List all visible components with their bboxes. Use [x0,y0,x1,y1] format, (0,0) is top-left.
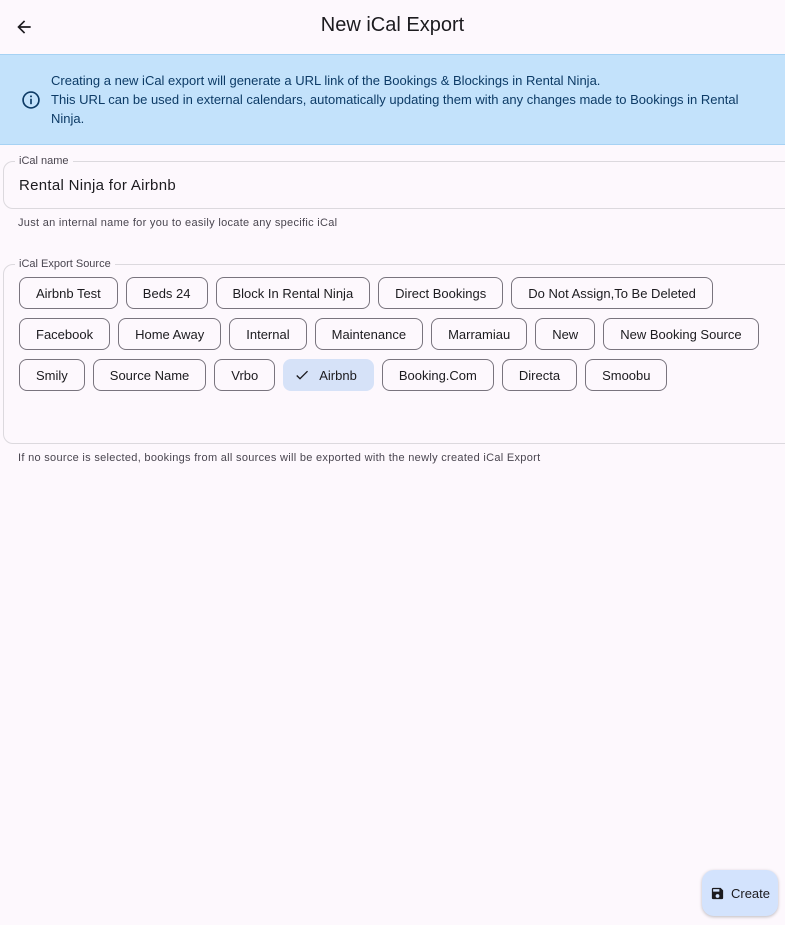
check-icon [294,367,310,383]
source-chip[interactable] [603,318,758,350]
source-chip[interactable] [216,277,371,309]
page-title: New iCal Export [320,14,465,36]
banner-line-1: Creating a new iCal export will generate a URL link of the Bookings & Blockings in Rental Ninja. [51,73,601,88]
chip-label: Internal [246,326,290,342]
ical-export-source-field [3,258,785,444]
chip-label: Airbnb [319,367,357,383]
source-chip-list [19,277,759,391]
ical-name-input[interactable] [3,155,785,209]
chip-label: Booking.Com [398,367,477,383]
source-chip[interactable] [118,318,221,350]
source-chip[interactable] [382,359,494,391]
chip-label: Marramiau [448,326,511,342]
source-chip[interactable] [378,277,503,309]
source-chip[interactable] [431,318,527,350]
source-chip[interactable] [511,277,713,309]
app-bar [0,0,785,54]
chip-label: Facebook [36,326,94,342]
source-chip[interactable] [19,318,110,350]
chip-label: Directa [518,367,561,383]
source-chip[interactable] [585,359,667,391]
chip-label: Smily [36,367,68,383]
source-chip[interactable] [93,359,206,391]
ical-export-source-label: iCal Export Source [15,258,115,270]
source-chip[interactable] [19,359,85,391]
ical-name-value[interactable]: Rental Ninja for Airbnb [19,177,176,194]
source-chip[interactable] [229,318,306,350]
chip-label: Maintenance [331,326,407,342]
chip-label: Beds 24 [142,285,191,301]
source-helper: If no source is selected, bookings from all sources will be exported with the newly created iCal Export [18,452,541,464]
info-icon [21,90,41,110]
create-button[interactable] [702,870,778,916]
source-chip[interactable] [214,359,275,391]
banner-line-2: This URL can be used in external calendars, automatically updating them with any changes made to Bookings in Rental Ninja. [51,92,739,126]
ical-name-label: iCal name [15,155,73,167]
chip-label: Source Name [109,367,190,383]
chip-label: Home Away [135,326,205,342]
save-icon [710,886,725,901]
info-banner [0,54,785,145]
source-chip[interactable] [502,359,577,391]
ical-name-helper: Just an internal name for you to easily locate any specific iCal [18,217,338,229]
source-chip-selected[interactable] [283,359,374,391]
chip-label: Block In Rental Ninja [232,285,354,301]
chip-label: New [552,326,579,342]
create-label: Create [730,885,771,901]
chip-label: Airbnb Test [36,285,101,301]
chip-label: New Booking Source [620,326,742,342]
source-chip[interactable] [126,277,208,309]
chip-label: Do Not Assign,To Be Deleted [528,285,696,301]
source-chip[interactable] [19,277,118,309]
source-chip[interactable] [535,318,595,350]
chip-label: Smoobu [602,367,651,383]
source-chip[interactable] [315,318,423,350]
chip-label: Vrbo [231,367,259,383]
chip-label: Direct Bookings [395,285,487,301]
banner-text [51,71,755,128]
